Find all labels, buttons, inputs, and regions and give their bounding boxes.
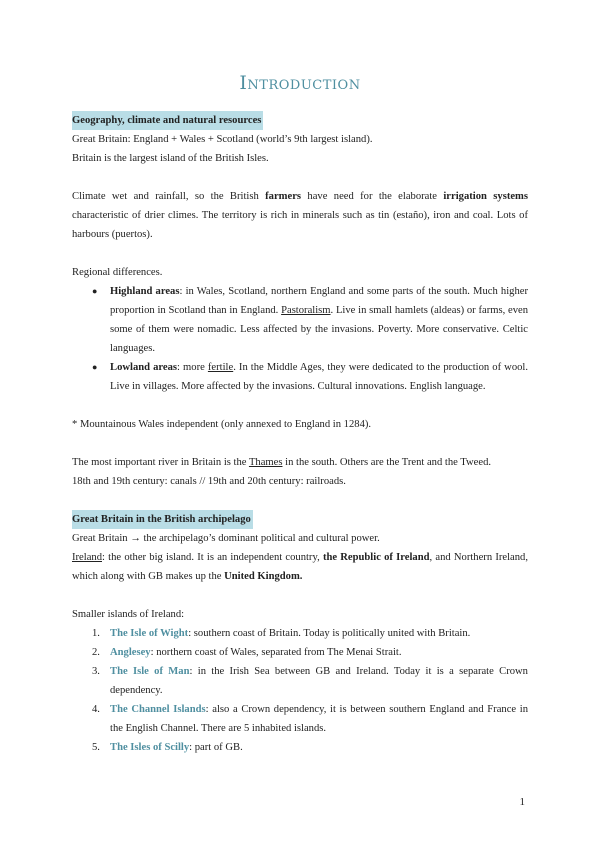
paragraph-climate: Climate wet and rainfall, so the British farmers have need for the elaborate irrigation systems characteristic of drier climes. The territory is rich in minerals such as tin (estaño), iron and coal. Lots of harbours (puertos). — [72, 191, 528, 240]
list-item-lowland: ● Lowland areas: more fertile. In the Middle Ages, they were dedicated to the production of wool. Live in villages. More affected by the invasions. Cultural innovations. English language. — [96, 358, 528, 396]
paragraph-largest-island: Britain is the largest island of the British Isles. — [72, 153, 269, 164]
document-body — [72, 111, 528, 757]
paragraph-river: The most important river in Britain is the Thames in the south. Others are the Trent and the Tweed. — [72, 457, 492, 468]
regional-list — [72, 282, 528, 396]
list-item: 4. The Channel Islands: also a Crown dependency, it is between southern England and France in the English Channel. There are 5 inhabited islands. — [92, 704, 528, 734]
list-item-highland: ● Highland areas: in Wales, Scotland, northern England and some parts of the south. Much higher proportion in Scotland than in England. Pastoralism. Live in small hamlets (aldeas) or farms, even some of them were nomadic. Less affected by the invasions. Poverty. More conservative. Celtic languages. — [96, 282, 528, 358]
paragraph-ireland: Ireland: the other big island. It is an independent country, the Republic of Ireland, and Northern Ireland, which along with GB makes up the United Kingdom. — [72, 552, 528, 582]
bullet-icon: ● — [92, 286, 98, 296]
paragraph-smaller-islands: Smaller islands of Ireland: — [72, 609, 185, 620]
paragraph-wales-note: * Mountainous Wales independent (only annexed to England in 1284). — [72, 419, 372, 430]
bullet-icon: ● — [92, 362, 98, 372]
list-item: 5. The Isles of Scilly: part of GB. — [92, 742, 243, 753]
section-heading-archipelago: Great Britain in the British archipelago — [72, 510, 253, 529]
page-title: Introduction — [239, 72, 361, 94]
paragraph-transport: 18th and 19th century: canals // 19th and 20th century: railroads. — [72, 476, 346, 487]
islands-list — [72, 624, 528, 757]
emphasis-irrigation: irrigation systems — [443, 191, 528, 202]
section-heading-geography: Geography, climate and natural resources — [72, 111, 263, 130]
page-number: 1 — [519, 796, 525, 808]
paragraph-dominant: Great Britain → the archipelago’s dominant political and cultural power. — [72, 533, 380, 544]
list-item: 1. The Isle of Wight: southern coast of Britain. Today is politically united with Britain. — [92, 628, 471, 639]
list-item: 2. Anglesey: northern coast of Wales, separated from The Menai Strait. — [92, 647, 402, 658]
list-item: 3. The Isle of Man: in the Irish Sea between GB and Ireland. Today it is a separate Crown dependency. — [92, 666, 528, 696]
paragraph-regional: Regional differences. — [72, 267, 163, 278]
paragraph-great-britain: Great Britain: England + Wales + Scotland (world’s 9th largest island). — [72, 134, 373, 145]
emphasis-farmers: farmers — [265, 191, 302, 202]
